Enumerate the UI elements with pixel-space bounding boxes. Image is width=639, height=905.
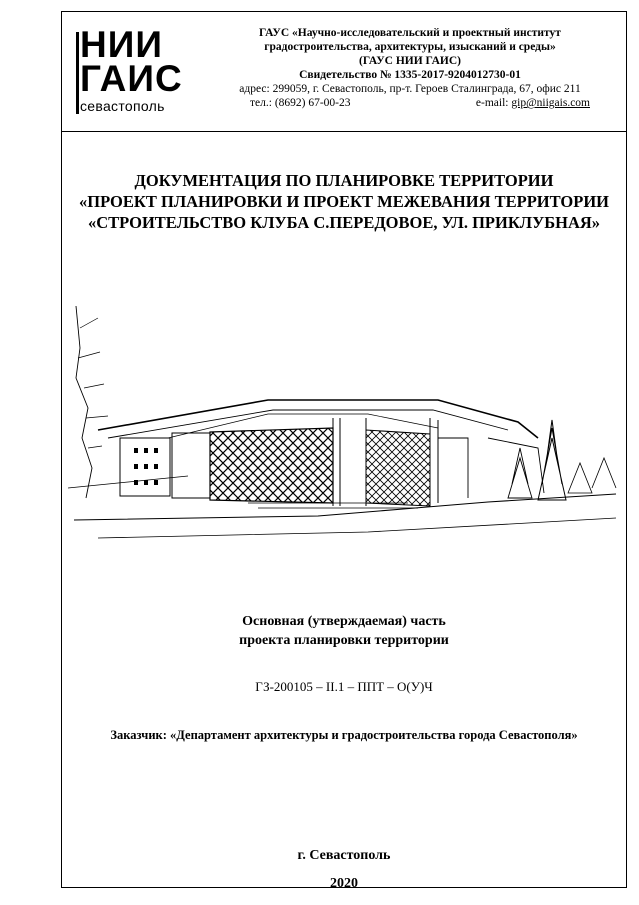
org-certificate: Свидетельство № 1335-2017-9204012730-01 — [299, 69, 521, 81]
institute-logo — [80, 24, 200, 124]
title-line-2: «ПРОЕКТ ПЛАНИРОВКИ И ПРОЕКТ МЕЖЕВАНИЯ ТЕРРИТОРИИ — [78, 192, 610, 211]
org-email-block — [476, 96, 590, 110]
document-title — [62, 170, 626, 233]
document-code: ГЗ-200105 – II.1 – ППТ – О(У)Ч — [255, 679, 433, 694]
title-line-3: «СТРОИТЕЛЬСТВО КЛУБА С.ПЕРЕДОВОЕ, УЛ. ПРИКЛУБНАЯ» — [87, 213, 601, 232]
header — [62, 12, 626, 132]
logo-line-3: севастополь — [80, 98, 165, 114]
org-email-label: e-mail: — [475, 97, 509, 109]
city: г. Севастополь — [297, 848, 391, 863]
part-line-1: Основная (утверждаемая) часть — [242, 614, 446, 629]
page-frame — [61, 11, 627, 891]
org-abbreviation: (ГАУС НИИ ГАИС) — [359, 55, 461, 67]
logo-line-2: ГАИС — [80, 58, 183, 99]
logo-line-1: НИИ — [80, 24, 163, 65]
org-contacts — [210, 96, 610, 110]
org-phone: тел.: (8692) 67-00-23 — [250, 97, 351, 109]
org-name-line-2: градостроительства, архитектуры, изысканий и среды» — [264, 41, 556, 53]
org-address: адрес: 299059, г. Севастополь, пр-т. Героев Сталинграда, 67, офис 211 — [239, 83, 581, 95]
building-sketch-illustration — [68, 288, 620, 548]
title-line-1: ДОКУМЕНТАЦИЯ ПО ПЛАНИРОВКЕ ТЕРРИТОРИИ — [134, 171, 554, 190]
organization-info — [210, 26, 610, 110]
org-name-line-1: ГАУС «Научно-исследовательский и проектный институт — [259, 27, 561, 39]
part-line-2: проекта планировки территории — [239, 633, 449, 648]
year: 2020 — [330, 876, 358, 891]
customer: Заказчик: «Департамент архитектуры и градостроительства города Севастополя» — [110, 728, 578, 742]
part-title — [62, 612, 626, 650]
logo-bar — [76, 32, 79, 114]
org-email-link[interactable]: gip@niigais.com — [511, 97, 590, 109]
